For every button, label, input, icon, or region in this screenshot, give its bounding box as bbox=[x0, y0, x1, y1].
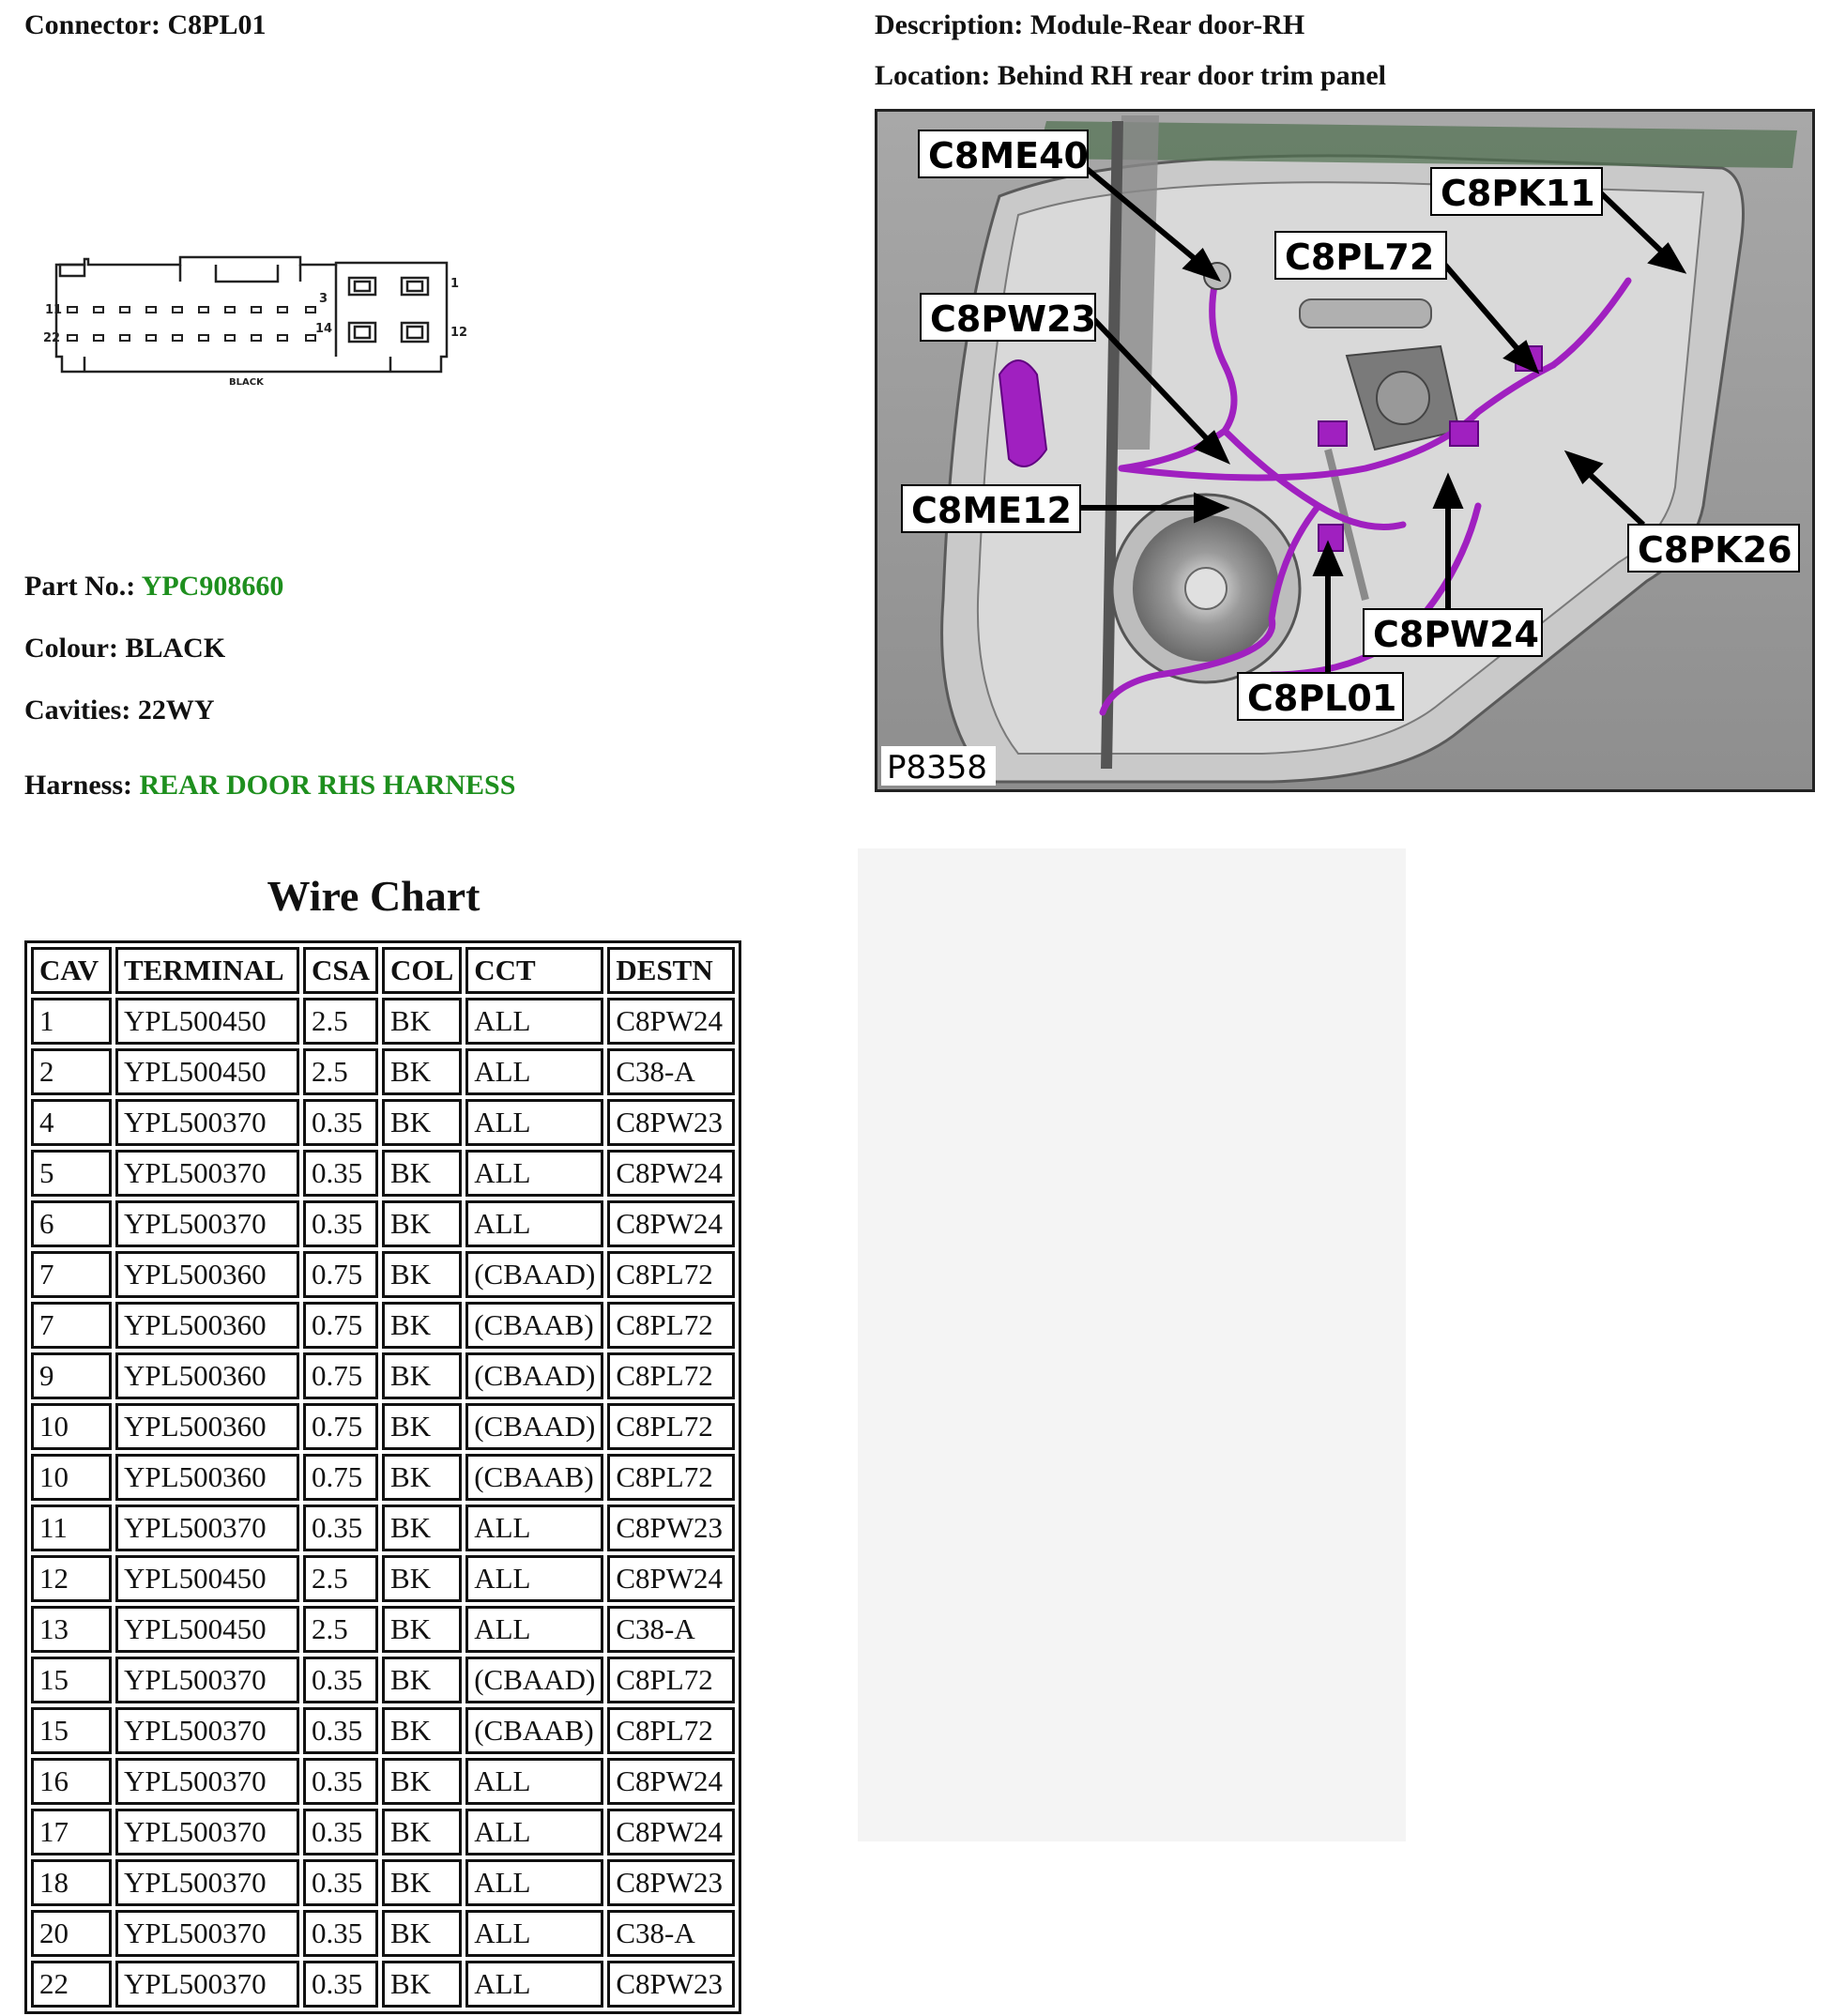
cell-terminal: YPL500370 bbox=[115, 1657, 299, 1703]
cell-terminal: YPL500370 bbox=[115, 1707, 299, 1754]
cell-destn: C38-A bbox=[607, 1048, 735, 1095]
cell-destn: C8PL72 bbox=[607, 1454, 735, 1501]
cell-csa: 0.75 bbox=[303, 1251, 378, 1298]
cell-col: BK bbox=[382, 1910, 462, 1957]
cell-cav: 12 bbox=[31, 1555, 112, 1602]
cell-cav: 13 bbox=[31, 1606, 112, 1653]
column-header-cav: CAV bbox=[31, 947, 112, 994]
cell-csa: 0.35 bbox=[303, 1504, 378, 1551]
cell-destn: C8PL72 bbox=[607, 1302, 735, 1349]
cell-terminal: YPL500370 bbox=[115, 1859, 299, 1906]
cell-csa: 0.75 bbox=[303, 1403, 378, 1450]
cell-cct: (CBAAD) bbox=[465, 1403, 603, 1450]
description-label: Description: bbox=[875, 9, 1024, 40]
cell-terminal: YPL500370 bbox=[115, 1910, 299, 1957]
colour-value: BLACK bbox=[125, 633, 226, 664]
table-row bbox=[31, 1454, 735, 1501]
cell-cav: 6 bbox=[31, 1200, 112, 1247]
cell-col: BK bbox=[382, 1099, 462, 1146]
callout-c8pk26: C8PK26 bbox=[1638, 529, 1792, 571]
table-row bbox=[31, 1910, 735, 1957]
cell-cav: 7 bbox=[31, 1302, 112, 1349]
table-row bbox=[31, 1403, 735, 1450]
callout-c8pw23: C8PW23 bbox=[930, 298, 1096, 340]
cell-csa: 0.35 bbox=[303, 1707, 378, 1754]
cell-col: BK bbox=[382, 1403, 462, 1450]
table-row bbox=[31, 1961, 735, 2008]
column-header-cct: CCT bbox=[465, 947, 603, 994]
cell-cct: ALL bbox=[465, 1048, 603, 1095]
pin-label-1: 1 bbox=[450, 277, 460, 291]
cell-terminal: YPL500360 bbox=[115, 1302, 299, 1349]
cell-cct: (CBAAB) bbox=[465, 1707, 603, 1754]
table-row bbox=[31, 1302, 735, 1349]
cell-col: BK bbox=[382, 1555, 462, 1602]
cell-cav: 18 bbox=[31, 1859, 112, 1906]
table-row bbox=[31, 1809, 735, 1856]
cell-csa: 0.35 bbox=[303, 1859, 378, 1906]
table-row bbox=[31, 1657, 735, 1703]
table-row bbox=[31, 1758, 735, 1805]
table-row bbox=[31, 1099, 735, 1146]
cell-col: BK bbox=[382, 1454, 462, 1501]
cell-destn: C8PL72 bbox=[607, 1707, 735, 1754]
table-header-row bbox=[31, 947, 735, 994]
cell-terminal: YPL500370 bbox=[115, 1504, 299, 1551]
cell-col: BK bbox=[382, 1352, 462, 1399]
pin-label-14: 14 bbox=[315, 322, 333, 336]
cell-col: BK bbox=[382, 1758, 462, 1805]
callout-c8pk11: C8PK11 bbox=[1441, 173, 1595, 214]
wire-chart-table bbox=[24, 940, 741, 2014]
cell-col: BK bbox=[382, 1302, 462, 1349]
cell-destn: C8PW24 bbox=[607, 1150, 735, 1197]
cell-terminal: YPL500450 bbox=[115, 998, 299, 1045]
harness-label: Harness: bbox=[24, 770, 132, 801]
cell-cav: 1 bbox=[31, 998, 112, 1045]
cell-cct: ALL bbox=[465, 998, 603, 1045]
cell-cav: 15 bbox=[31, 1707, 112, 1754]
column-header-csa: CSA bbox=[303, 947, 378, 994]
cell-terminal: YPL500370 bbox=[115, 1150, 299, 1197]
connector-label: Connector: bbox=[24, 9, 160, 40]
cell-cav: 7 bbox=[31, 1251, 112, 1298]
cell-col: BK bbox=[382, 1657, 462, 1703]
cell-cav: 11 bbox=[31, 1504, 112, 1551]
pin-label-12: 12 bbox=[450, 326, 468, 340]
callout-c8me40: C8ME40 bbox=[928, 135, 1089, 176]
cell-csa: 0.35 bbox=[303, 1961, 378, 2008]
pin-label-3: 3 bbox=[319, 292, 328, 306]
callout-c8pl01: C8PL01 bbox=[1247, 678, 1397, 719]
connector-field bbox=[24, 9, 266, 41]
description-value: Module-Rear door-RH bbox=[1029, 9, 1305, 40]
cell-destn: C38-A bbox=[607, 1910, 735, 1957]
cell-cav: 22 bbox=[31, 1961, 112, 2008]
connector-location-image bbox=[875, 109, 1815, 792]
callout-c8pw24: C8PW24 bbox=[1373, 614, 1539, 655]
cell-col: BK bbox=[382, 1961, 462, 2008]
cell-terminal: YPL500360 bbox=[115, 1454, 299, 1501]
cell-cct: ALL bbox=[465, 1099, 603, 1146]
cell-destn: C8PL72 bbox=[607, 1352, 735, 1399]
cell-csa: 0.35 bbox=[303, 1200, 378, 1247]
cell-destn: C8PL72 bbox=[607, 1657, 735, 1703]
cell-col: BK bbox=[382, 1504, 462, 1551]
cell-destn: C8PW23 bbox=[607, 1504, 735, 1551]
cell-destn: C8PW24 bbox=[607, 1809, 735, 1856]
table-row bbox=[31, 1251, 735, 1298]
location-field bbox=[875, 60, 1386, 92]
cell-destn: C8PL72 bbox=[607, 1251, 735, 1298]
figure-id: P8358 bbox=[887, 749, 988, 787]
column-header-destn: DESTN bbox=[607, 947, 735, 994]
cell-csa: 0.75 bbox=[303, 1454, 378, 1501]
cell-cav: 10 bbox=[31, 1454, 112, 1501]
wire-chart-title: Wire Chart bbox=[267, 872, 480, 920]
cell-terminal: YPL500450 bbox=[115, 1555, 299, 1602]
cell-csa: 0.35 bbox=[303, 1657, 378, 1703]
pin-label-22: 22 bbox=[43, 331, 61, 345]
cell-cct: ALL bbox=[465, 1758, 603, 1805]
table-row bbox=[31, 1048, 735, 1095]
cavities-value: 22WY bbox=[137, 695, 215, 725]
cell-cct: ALL bbox=[465, 1961, 603, 2008]
cell-csa: 0.35 bbox=[303, 1758, 378, 1805]
description-field bbox=[875, 9, 1304, 41]
harness-link[interactable]: REAR DOOR RHS HARNESS bbox=[139, 770, 516, 801]
table-row bbox=[31, 998, 735, 1045]
cell-terminal: YPL500370 bbox=[115, 1200, 299, 1247]
cell-col: BK bbox=[382, 1606, 462, 1653]
cell-terminal: YPL500360 bbox=[115, 1403, 299, 1450]
location-value: Behind RH rear door trim panel bbox=[997, 60, 1387, 91]
cell-csa: 2.5 bbox=[303, 1606, 378, 1653]
cell-cav: 17 bbox=[31, 1809, 112, 1856]
cell-cav: 15 bbox=[31, 1657, 112, 1703]
colour-tag: BLACK bbox=[229, 377, 264, 388]
cell-cct: ALL bbox=[465, 1555, 603, 1602]
cell-destn: C8PW24 bbox=[607, 1758, 735, 1805]
cell-cct: ALL bbox=[465, 1606, 603, 1653]
cell-terminal: YPL500450 bbox=[115, 1048, 299, 1095]
cell-destn: C8PW24 bbox=[607, 998, 735, 1045]
cell-csa: 2.5 bbox=[303, 1555, 378, 1602]
cell-csa: 2.5 bbox=[303, 1048, 378, 1095]
cell-csa: 2.5 bbox=[303, 998, 378, 1045]
harness-field bbox=[24, 770, 515, 802]
cell-terminal: YPL500370 bbox=[115, 1809, 299, 1856]
pin-label-11: 11 bbox=[45, 303, 63, 317]
table-row bbox=[31, 1859, 735, 1906]
cell-cav: 5 bbox=[31, 1150, 112, 1197]
table-row bbox=[31, 1200, 735, 1247]
part-number-link[interactable]: YPC908660 bbox=[141, 571, 284, 602]
column-header-col: COL bbox=[382, 947, 462, 994]
cell-cct: ALL bbox=[465, 1809, 603, 1856]
cell-csa: 0.35 bbox=[303, 1099, 378, 1146]
cell-destn: C8PW23 bbox=[607, 1859, 735, 1906]
cell-terminal: YPL500450 bbox=[115, 1606, 299, 1653]
cell-col: BK bbox=[382, 1048, 462, 1095]
colour-field bbox=[24, 633, 225, 664]
cell-col: BK bbox=[382, 1707, 462, 1754]
cell-cct: ALL bbox=[465, 1504, 603, 1551]
cell-cct: ALL bbox=[465, 1859, 603, 1906]
cell-col: BK bbox=[382, 1200, 462, 1247]
cell-csa: 0.35 bbox=[303, 1150, 378, 1197]
cell-csa: 0.35 bbox=[303, 1809, 378, 1856]
cell-cav: 9 bbox=[31, 1352, 112, 1399]
empty-panel bbox=[858, 848, 1406, 1841]
cell-col: BK bbox=[382, 1251, 462, 1298]
cell-terminal: YPL500360 bbox=[115, 1251, 299, 1298]
cell-csa: 0.35 bbox=[303, 1910, 378, 1957]
cell-cct: (CBAAD) bbox=[465, 1657, 603, 1703]
table-row bbox=[31, 1352, 735, 1399]
table-row bbox=[31, 1555, 735, 1602]
cell-col: BK bbox=[382, 1809, 462, 1856]
cell-cct: (CBAAB) bbox=[465, 1454, 603, 1501]
cell-csa: 0.75 bbox=[303, 1352, 378, 1399]
location-label: Location: bbox=[875, 60, 991, 91]
cell-destn: C8PW24 bbox=[607, 1555, 735, 1602]
cell-terminal: YPL500370 bbox=[115, 1758, 299, 1805]
cell-terminal: YPL500360 bbox=[115, 1352, 299, 1399]
cell-destn: C8PW23 bbox=[607, 1961, 735, 2008]
column-header-terminal: TERMINAL bbox=[115, 947, 299, 994]
table-row bbox=[31, 1504, 735, 1551]
table-row bbox=[31, 1606, 735, 1653]
cell-cct: (CBAAD) bbox=[465, 1352, 603, 1399]
cell-destn: C8PW23 bbox=[607, 1099, 735, 1146]
cell-cav: 16 bbox=[31, 1758, 112, 1805]
cell-cct: ALL bbox=[465, 1910, 603, 1957]
cell-csa: 0.75 bbox=[303, 1302, 378, 1349]
table-row bbox=[31, 1150, 735, 1197]
callout-c8me12: C8ME12 bbox=[911, 490, 1072, 531]
callout-c8pl72: C8PL72 bbox=[1285, 237, 1435, 278]
cell-destn: C8PL72 bbox=[607, 1403, 735, 1450]
cell-terminal: YPL500370 bbox=[115, 1099, 299, 1146]
cell-cav: 2 bbox=[31, 1048, 112, 1095]
cell-destn: C38-A bbox=[607, 1606, 735, 1653]
cavities-field bbox=[24, 695, 214, 726]
cell-cct: (CBAAB) bbox=[465, 1302, 603, 1349]
cavities-label: Cavities: bbox=[24, 695, 131, 725]
cell-cav: 4 bbox=[31, 1099, 112, 1146]
cell-destn: C8PW24 bbox=[607, 1200, 735, 1247]
cell-cav: 20 bbox=[31, 1910, 112, 1957]
colour-label: Colour: bbox=[24, 633, 118, 664]
cell-col: BK bbox=[382, 1150, 462, 1197]
connector-face-diagram bbox=[43, 253, 488, 404]
cell-cav: 10 bbox=[31, 1403, 112, 1450]
cell-cct: (CBAAD) bbox=[465, 1251, 603, 1298]
part-number-field bbox=[24, 571, 283, 603]
table-row bbox=[31, 1707, 735, 1754]
cell-col: BK bbox=[382, 998, 462, 1045]
wire-chart-body bbox=[31, 998, 735, 2008]
cell-col: BK bbox=[382, 1859, 462, 1906]
cell-cct: ALL bbox=[465, 1150, 603, 1197]
cell-terminal: YPL500370 bbox=[115, 1961, 299, 2008]
cell-cct: ALL bbox=[465, 1200, 603, 1247]
connector-value: C8PL01 bbox=[167, 9, 267, 40]
part-number-label: Part No.: bbox=[24, 571, 136, 602]
